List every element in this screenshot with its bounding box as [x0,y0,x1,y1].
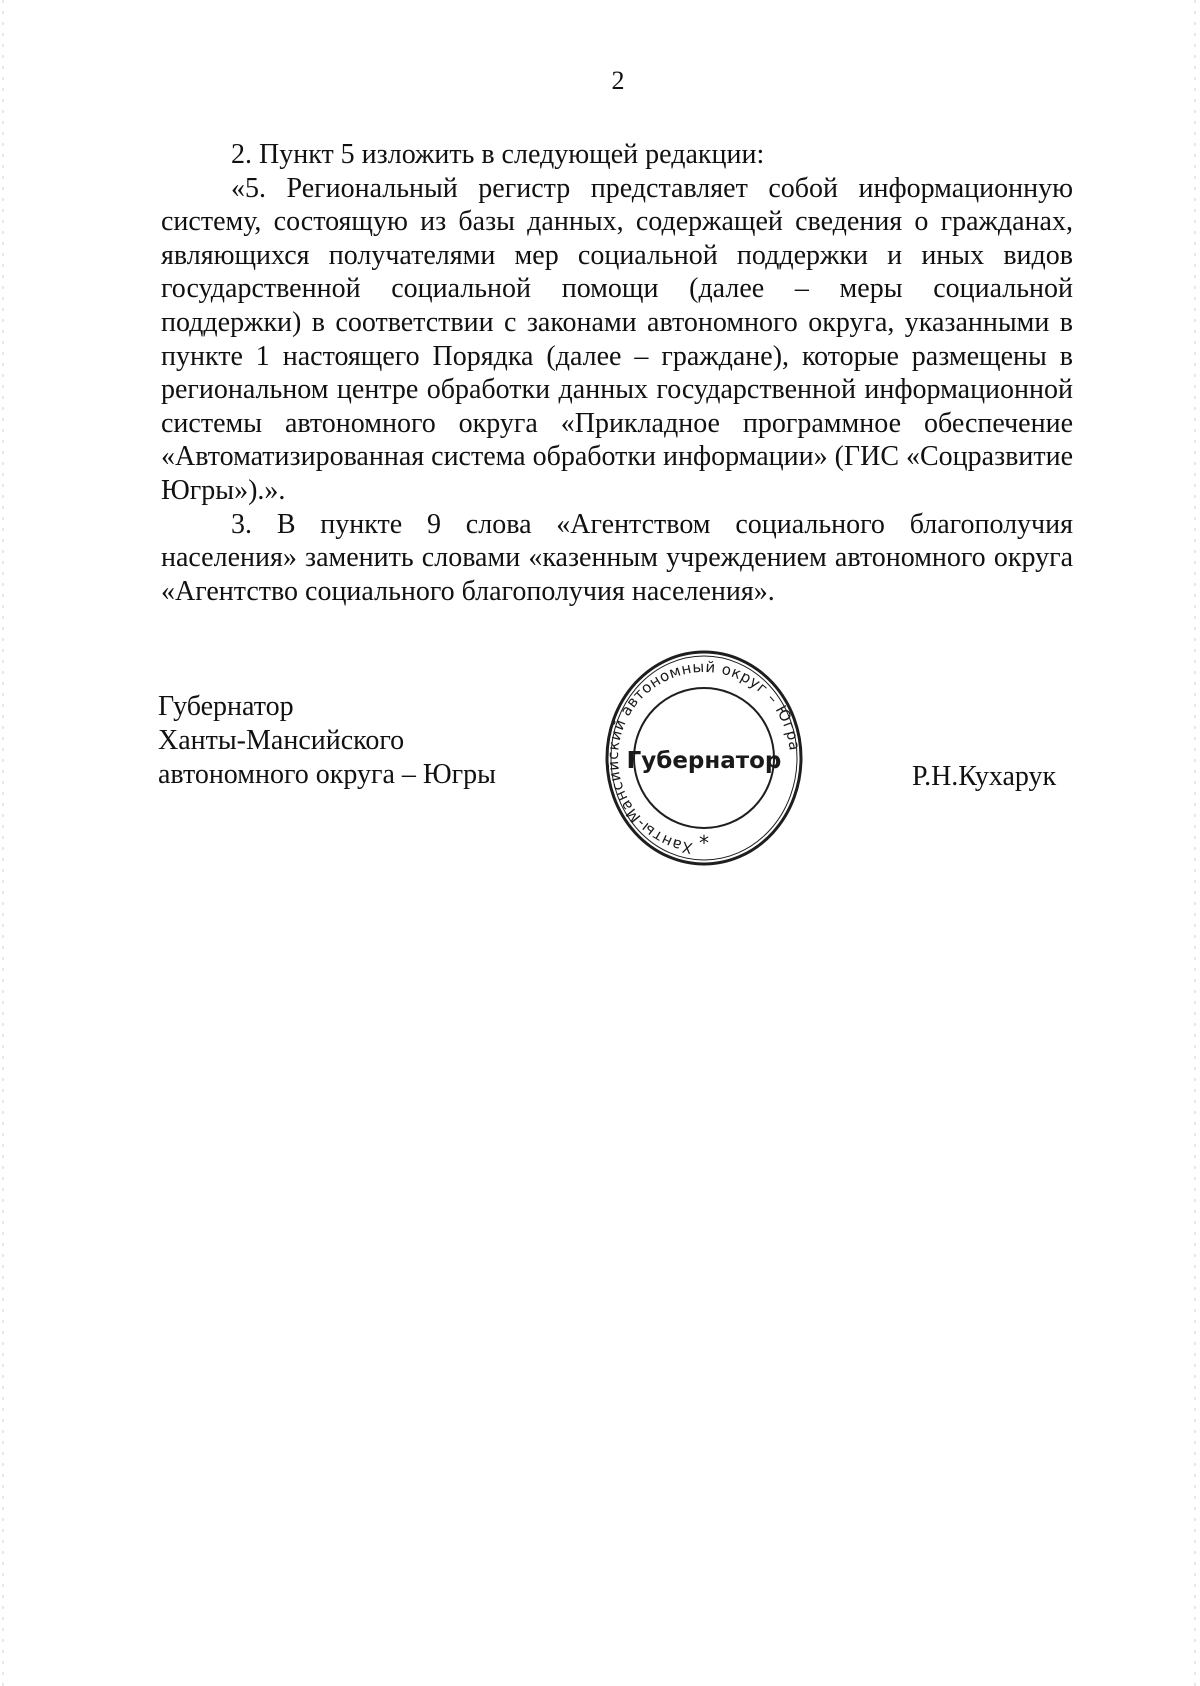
seal-graphic [604,648,804,872]
signatory-title-line: Губернатор [158,691,294,722]
signatory-title [158,690,496,792]
paragraph-quoted-item-5: «5. Региональный регистр представляет собой информационную систему, состоящую из базы данных, содержащей сведения о гражданах, являющихся получателями мер социальной поддержки и иных видов государственной социальной помощи (далее – меры социальной поддержки) в соответствии с законами автономного округа, указанными в пункте 1 настоящего Порядка (далее – граждане), которые размещены в региональном центре обработки данных государственной информационной системы автономного округа «Прикладное программное обеспечение «Автоматизированная система обработки информации» (ГИС «Соцразвитие Югры»).». [161,172,1073,506]
paragraph-item-2: 2. Пункт 5 изложить в следующей редакции: [231,139,765,170]
signatory-title-line: Ханты-Мансийского [158,725,405,756]
left-edge-scan-speck [2,0,4,1686]
official-seal-stamp [604,648,804,872]
seal-center-text: Губернатор [626,748,782,774]
paragraph-item-3: 3. В пункте 9 слова «Агентством социального благополучия населения» заменить словами «казенным учреждением автономного округа «Агентство социального благополучия населения». [161,508,1073,607]
page-number: 2 [611,66,625,95]
seal-star-icon: * [699,831,709,855]
document-body [161,138,1073,608]
signatory-name: Р.Н.Кухарук [912,761,1057,792]
seal-outer-text: Ханты-Мансийский автономный округ – Югра [604,657,804,858]
right-edge-scan-speck [1194,0,1196,1686]
signatory-title-line: автономного округа – Югры [158,759,496,790]
